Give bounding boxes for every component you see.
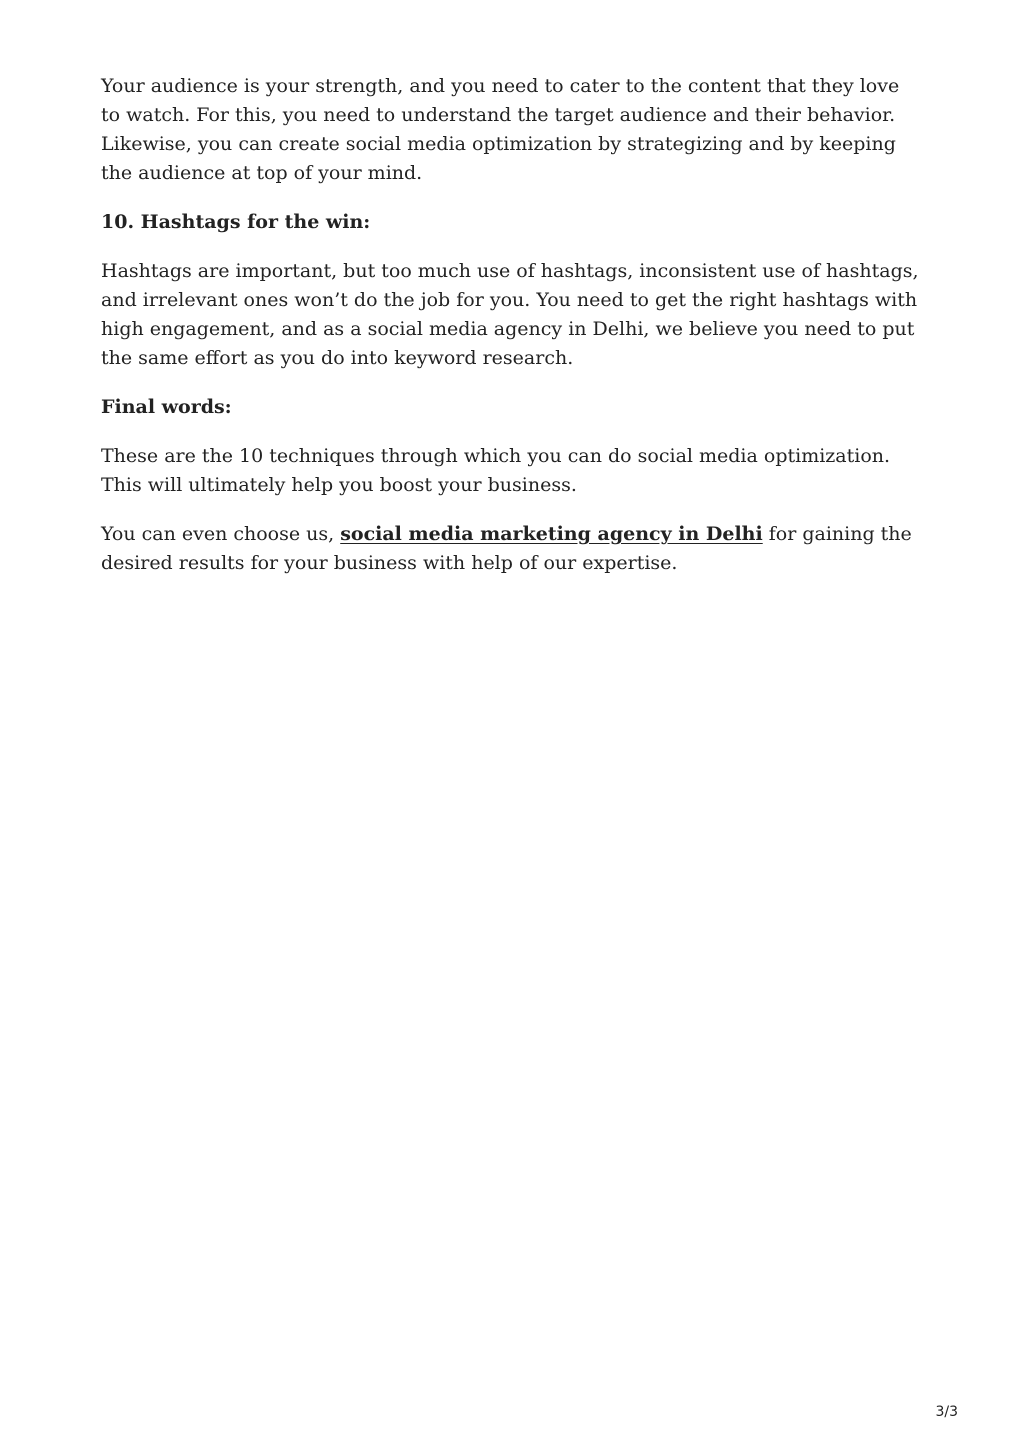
paragraph-closing xyxy=(101,520,921,578)
paragraph-hashtags: Hashtags are important, but too much use of hashtags, inconsistent use of hashtags, and irrelevant ones won’t do the job for you. You need to get the right hashtags with high engagement, and as a social media agency in Delhi, we believe you need to put the same effort as you do into keyword research. xyxy=(101,260,919,369)
paragraph-audience: Your audience is your strength, and you need to cater to the content that they love to watch. For this, you need to understand the target audience and their behavior. Likewise, you can create social media optimization by strategizing and by keeping the audience at top of your mind. xyxy=(101,75,900,184)
heading-final-words: Final words: xyxy=(101,396,232,418)
paragraph-final-words: These are the 10 techniques through which you can do social media optimization. This will ultimately help you boost your business. xyxy=(101,445,891,496)
agency-link[interactable]: social media marketing agency in Delhi xyxy=(340,523,763,545)
heading-hashtags: 10. Hashtags for the win: xyxy=(101,211,371,233)
closing-text-after: for gaining the desired results for your business with help of our expertise. xyxy=(101,523,912,574)
closing-text-before: You can even choose us, xyxy=(101,523,341,545)
document-body xyxy=(101,72,921,598)
page-number: 3/3 xyxy=(935,1404,958,1420)
